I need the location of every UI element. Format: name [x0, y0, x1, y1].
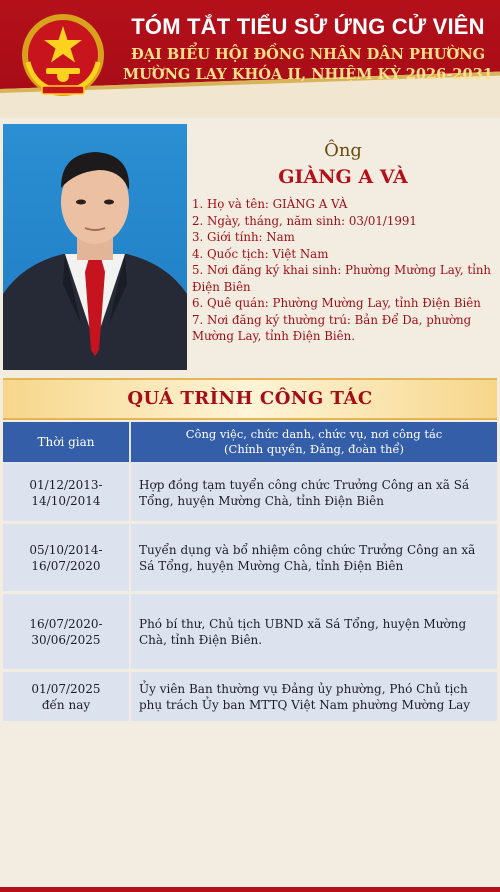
candidate-portrait — [3, 124, 187, 370]
table-row — [3, 524, 497, 594]
career-table — [3, 422, 497, 724]
row-work: Tuyển dụng và bổ nhiệm công chức Trưởng Công an xã Sá Tổng, huyện Mường Chà, tỉnh Điện Biên — [139, 542, 476, 573]
row-work: Hợp đồng tạm tuyển công chức Trưởng Công an xã Sá Tổng, huyện Mường Chà, tỉnh Điện Biên — [139, 477, 470, 508]
column-header-work-line1: Công việc, chức danh, chức vụ, nơi công tác — [185, 427, 443, 441]
national-emblem-icon — [20, 12, 106, 98]
column-header-work-line2: (Chính quyền, Đảng, đoàn thể) — [224, 442, 404, 456]
table-row — [3, 464, 497, 524]
column-header-time: Thời gian — [3, 422, 131, 462]
row-time-end: đến nay — [41, 697, 91, 712]
row-time-end: 16/07/2020 — [31, 558, 101, 573]
row-time-end: 14/10/2014 — [31, 493, 101, 508]
candidate-name: GIÀNG A VÀ — [278, 166, 408, 188]
section-title-career: QUÁ TRÌNH CÔNG TÁC — [127, 388, 373, 409]
row-time-start: 05/10/2014- — [29, 542, 103, 557]
row-time — [3, 672, 131, 721]
row-time-start: 01/12/2013- — [29, 477, 103, 492]
row-time-end: 30/06/2025 — [31, 632, 101, 647]
detail-gender: 3. Giới tính: Nam — [192, 230, 295, 244]
candidate-photo — [3, 124, 187, 370]
detail-full-name: 1. Họ và tên: GIÀNG A VÀ — [192, 197, 348, 211]
detail-birth-date: 2. Ngày, tháng, năm sinh: 03/01/1991 — [192, 213, 417, 228]
row-time-start: 16/07/2020- — [29, 616, 103, 631]
row-time — [3, 464, 131, 521]
detail-birth-registration: 5. Nơi đăng ký khai sinh: Phường Mường Lay, tỉnh Điện Biên — [192, 263, 492, 294]
table-row — [3, 594, 497, 672]
row-work: Ủy viên Ban thường vụ Đảng ủy phường, Phó Chủ tịch phụ trách Ủy ban MTTQ Việt Nam phường Mường Lay — [139, 681, 471, 712]
table-row — [3, 672, 497, 724]
footer-line — [0, 887, 500, 892]
candidate-details — [192, 196, 496, 345]
column-header-work — [131, 422, 497, 462]
row-time — [3, 524, 131, 591]
detail-nationality: 4. Quốc tịch: Việt Nam — [192, 246, 329, 261]
table-header — [3, 422, 497, 464]
subtitle-line-1: ĐẠI BIỂU HỘI ĐỒNG NHÂN DÂN PHƯỜNG — [130, 46, 486, 63]
detail-hometown: 6. Quê quán: Phường Mường Lay, tỉnh Điện Biên — [192, 296, 481, 310]
candidate-salutation: Ông — [324, 140, 362, 161]
subtitle-line-2: MƯỜNG LAY KHÓA II, NHIỆM KỲ 2026-2031 — [122, 66, 494, 83]
row-time — [3, 594, 131, 669]
row-work: Phó bí thư, Chủ tịch UBND xã Sá Tổng, huyện Mường Chà, tỉnh Điện Biên. — [139, 616, 467, 647]
detail-permanent-residence: 7. Nơi đăng ký thường trú: Bản Để Da, phường Mường Lay, tỉnh Điện Biên. — [192, 312, 472, 343]
header-banner — [0, 0, 500, 118]
page-title: TÓM TẮT TIỂU SỬ ỨNG CỬ VIÊN — [131, 14, 485, 39]
row-time-start: 01/07/2025 — [31, 681, 101, 696]
